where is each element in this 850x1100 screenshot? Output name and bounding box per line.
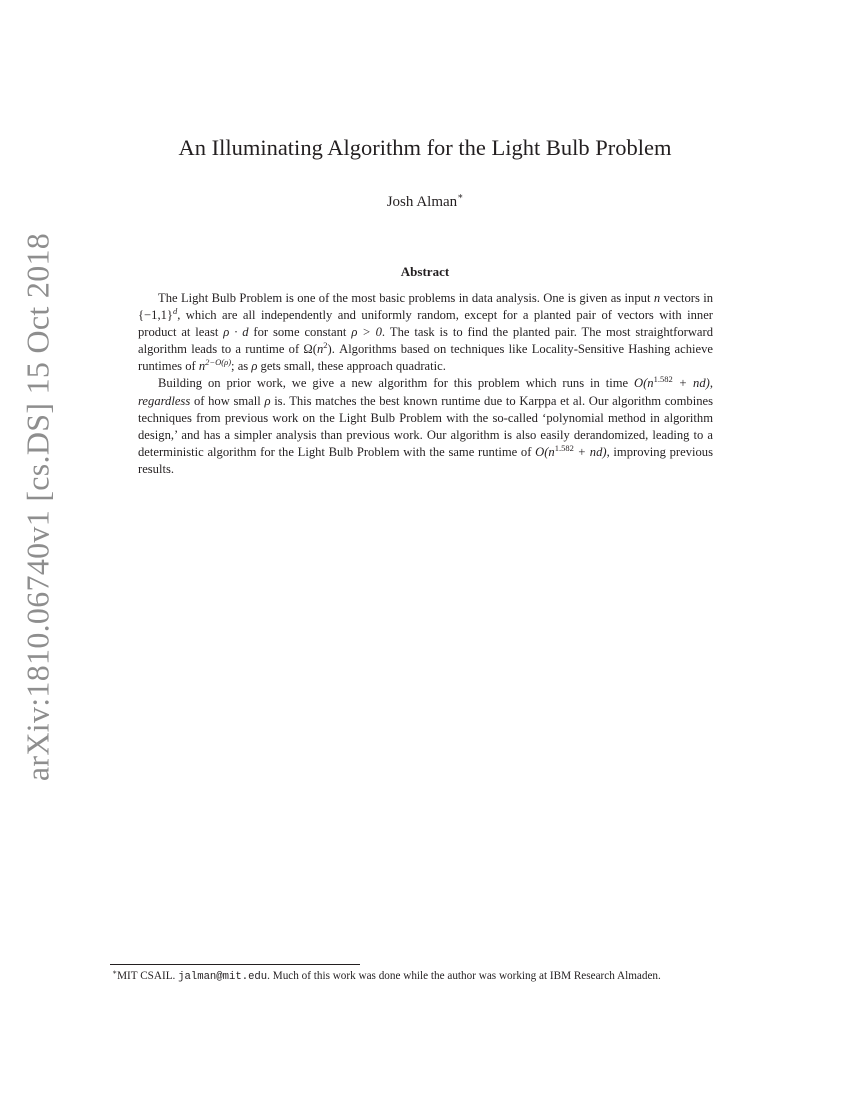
paper-title: An Illuminating Algorithm for the Light Bulb Problem <box>178 135 672 160</box>
author-footnote-mark[interactable]: ∗ <box>457 191 464 201</box>
math-n: n <box>198 359 206 374</box>
math-rho: ρ <box>251 359 258 374</box>
footnote-affiliation: MIT CSAIL. <box>117 970 176 982</box>
emphasis-regardless: regardless <box>138 393 191 408</box>
abstract-text: vectors in {−1,1} <box>138 291 714 323</box>
math-rho: ρ <box>264 393 271 408</box>
math-superscript: d <box>172 305 178 316</box>
math-n: n <box>653 291 661 305</box>
abstract-text: ; as <box>231 359 249 374</box>
abstract-text: , improving previous results. <box>138 444 713 476</box>
math-n: n <box>316 342 324 357</box>
math-rho-condition: ρ > 0 <box>351 325 382 340</box>
abstract-text: for some constant <box>253 325 347 340</box>
abstract-text: , which are all independently and uniformly random, except for a planted pair of vectors with inner product at least <box>138 308 713 340</box>
abstract-heading: Abstract <box>400 264 450 279</box>
author-line <box>0 187 850 212</box>
math-superscript: 2 <box>323 340 328 351</box>
math-runtime-tail: + nd) <box>573 444 607 459</box>
arxiv-identifier-stamp: arXiv:1810.06740v1 [cs.DS] 15 Oct 2018 <box>19 232 56 782</box>
math-superscript: 1.582 <box>653 374 673 385</box>
math-runtime: O(n <box>535 444 555 459</box>
footnote-mark: ∗ <box>112 967 118 977</box>
abstract-text: gets small, these approach quadratic. <box>260 359 446 374</box>
math-superscript: 2−O(ρ) <box>205 357 232 368</box>
abstract-text: The Light Bulb Problem is one of the most basic problems in data analysis. One is given as input <box>158 291 651 305</box>
arxiv-sidebar <box>0 0 68 1100</box>
abstract-text: of how small <box>193 393 261 408</box>
abstract-paragraph-1 <box>138 290 713 375</box>
abstract-text: Building on prior work, we give a new algorithm for this problem which runs in time <box>158 376 629 391</box>
abstract-body <box>138 290 713 478</box>
math-runtime-tail: + nd) <box>672 376 710 391</box>
footnote <box>112 969 752 985</box>
footnote-rule <box>110 964 360 965</box>
author-name: Josh Alman <box>386 194 458 210</box>
abstract-text: , <box>709 376 713 391</box>
math-runtime: O(n <box>634 376 654 391</box>
footnote-text: . Much of this work was done while the author was working at IBM Research Almaden. <box>267 970 661 982</box>
math-superscript: 1.582 <box>554 442 574 453</box>
abstract-paragraph-2 <box>138 375 713 478</box>
math-rho-d: ρ · d <box>223 325 249 340</box>
author-email-link[interactable]: jalman@mit.edu <box>178 971 268 983</box>
abstract-text: ). Algorithms based on techniques like Locality-Sensitive Hashing achieve runtimes of <box>138 342 713 374</box>
abstract-text: . The task is to find the planted pair. The most straightforward algorithm leads to a runtime of Ω( <box>138 325 714 357</box>
abstract-text: is. This matches the best known runtime due to Karppa et al. Our algorithm combines techniques from previous work on the Light Bulb Problem with the so-called ‘polynomial method in algorithm design,’ and has a simpler analysis than previous work. Our algorithm is also easily derandomized, leading to a deterministic algorithm for the Light Bulb Problem with the same runtime of <box>138 393 713 459</box>
